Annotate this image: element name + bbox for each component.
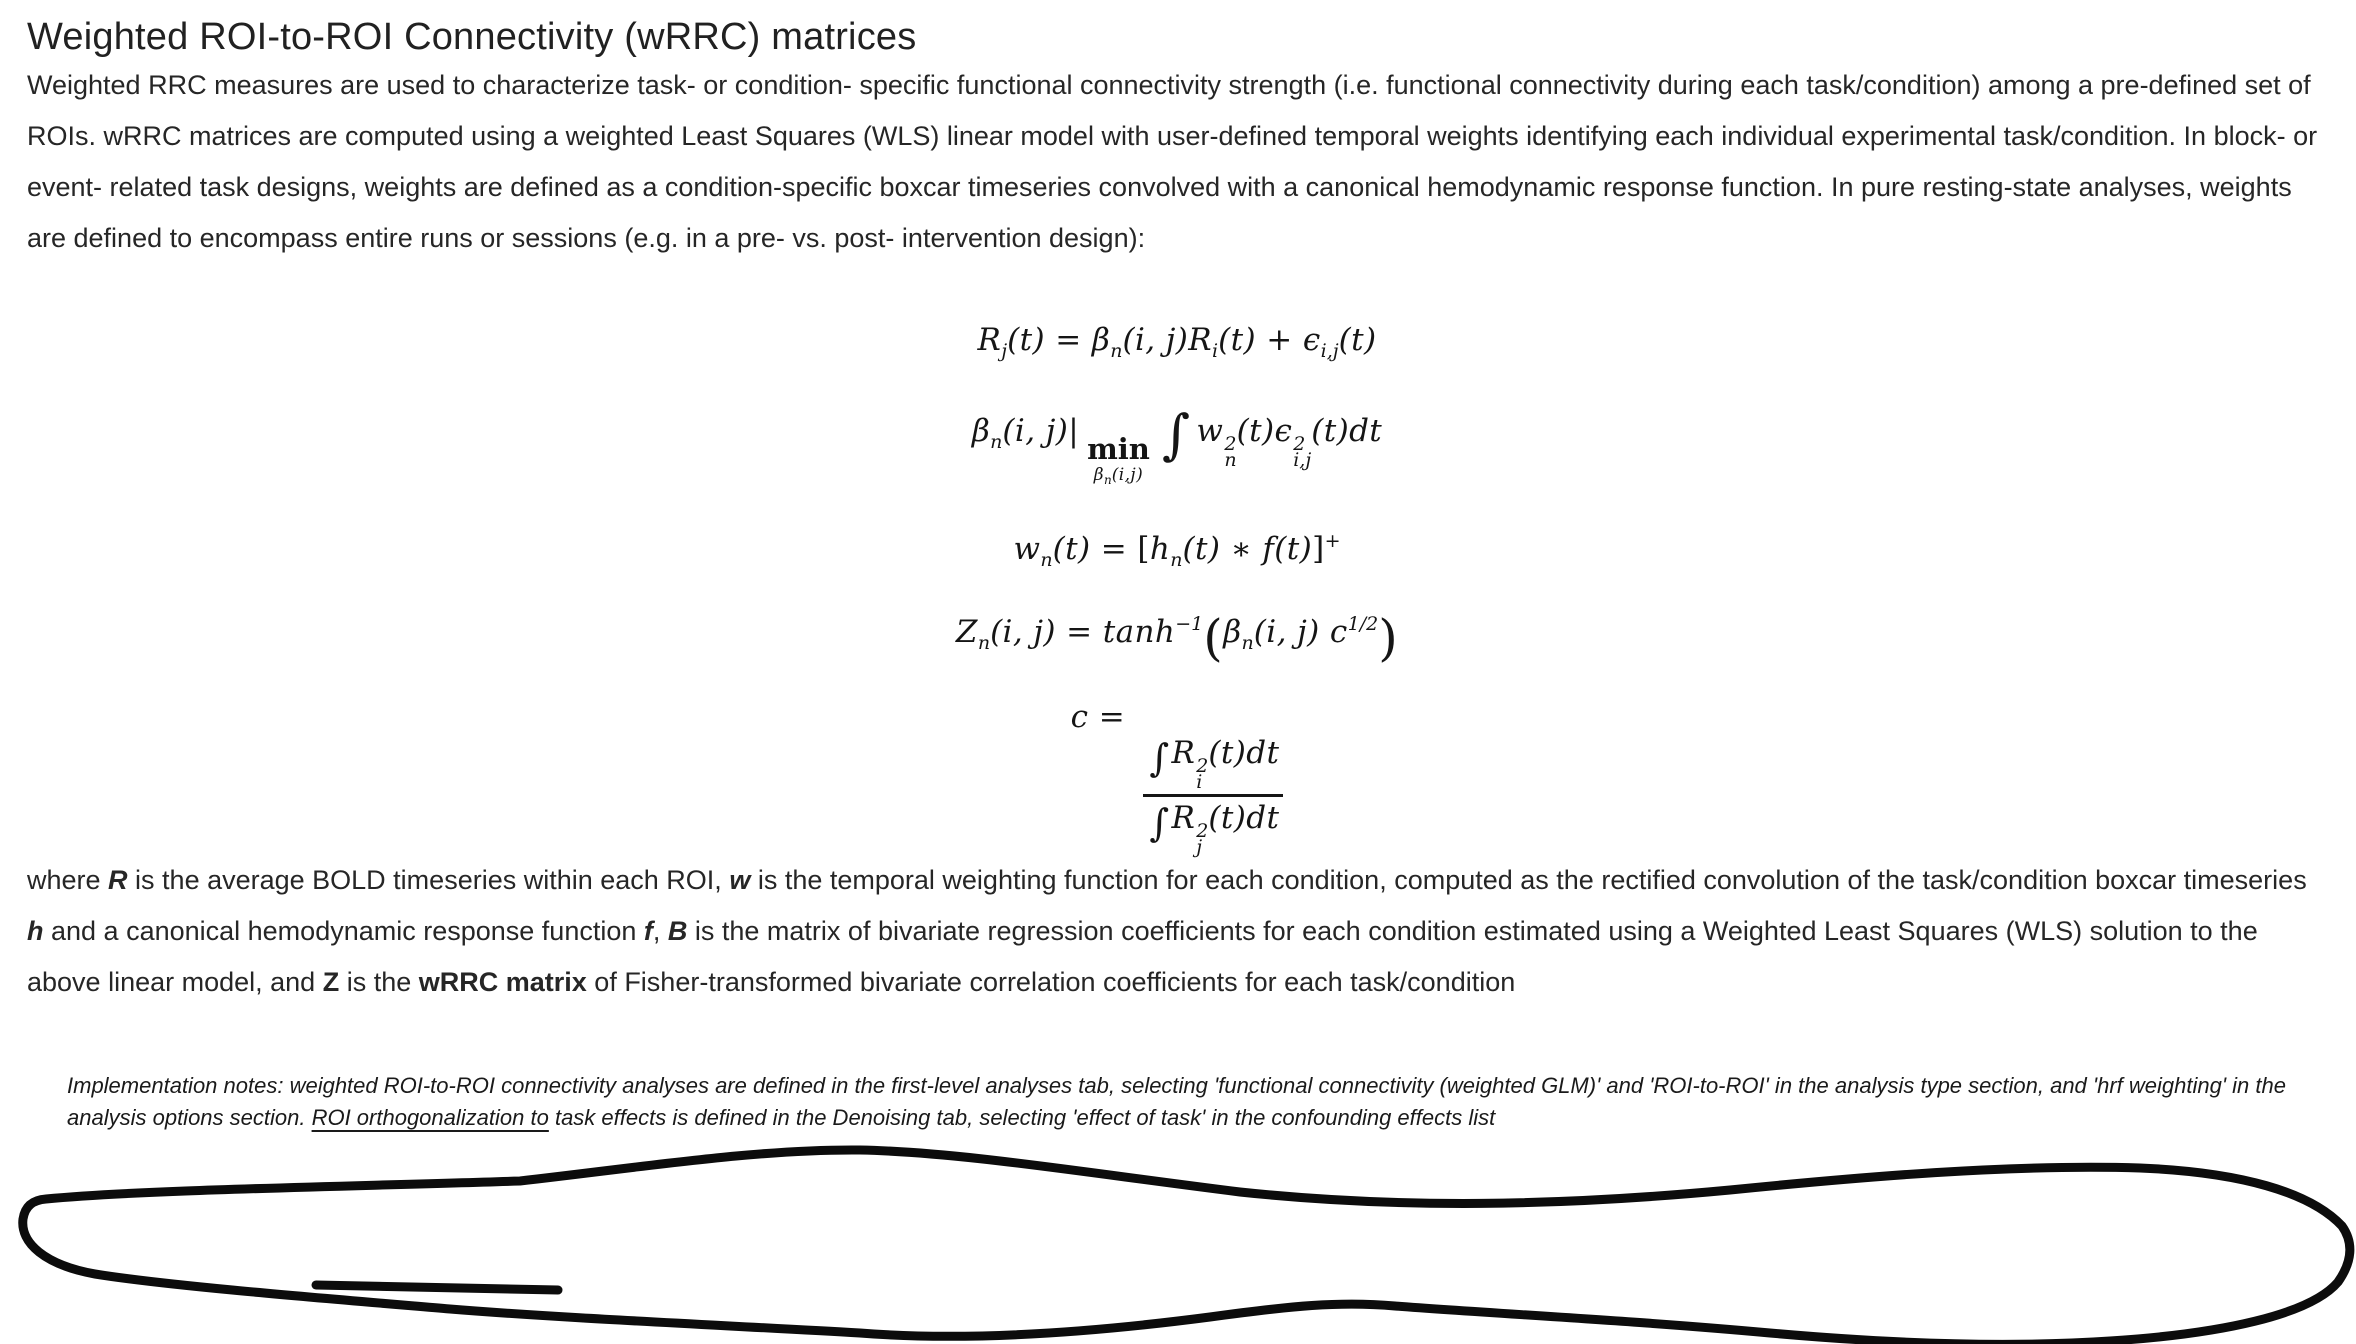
math-formula: c = ∫R 2 i (t)dt ∫R 2 j (t)dt: [1071, 699, 1284, 855]
text-segment: Implementation notes: weighted ROI-to-ROI connectivity analyses are defined in the first-level analyses tab, selecting 'functional connectivity (weighted GLM)' and 'ROI-to-ROI' in the analysis type section, and 'hrf weighting' in the analysis options section.: [67, 1073, 2286, 1130]
page-title: Weighted ROI-to-ROI Connectivity (wRRC) matrices: [27, 16, 917, 58]
text-segment: R: [108, 865, 128, 895]
text-segment: Z: [322, 967, 340, 997]
formula-scaling-constant: [27, 699, 2327, 858]
where-paragraph: [27, 855, 2322, 1008]
formula-linear-model: [27, 322, 2327, 362]
intro-paragraph: Weighted RRC measures are used to characterize task- or condition- specific functional connectivity strength (i.e. functional connectivity during each task/condition) among a pre-defined set of ROIs. wRRC matrices are computed using a weighted Least Squares (WLS) linear model with user-defined temporal weights identifying each individual experimental task/condition. In block- or event- related task designs, weights are defined as a condition-specific boxcar timeseries convolved with a canonical hemodynamic response function. In pure resting-state analyses, weights are defined to encompass entire runs or sessions (e.g. in a pre- vs. post- intervention design):: [27, 70, 2318, 253]
formula-temporal-weights: [27, 530, 2327, 571]
lasso-circle-annotation: [23, 1150, 2350, 1344]
formula-wls-minimization: [27, 403, 2327, 487]
text-segment: is the average BOLD timeseries within each ROI,: [127, 865, 730, 895]
text-segment: w: [729, 865, 751, 895]
text-segment: where: [27, 865, 109, 895]
text-segment: ,: [652, 916, 668, 946]
implementation-notes: [67, 1070, 2317, 1134]
math-formula: $w_n(t) = [h_n(t)$ ∗ f(t)]+: [1013, 530, 1341, 571]
math-formula: $\beta_n(i$, j)| min $\beta_n(i,j)$ ∫ w 2 n (t)ϵ 2 i,j (t)dt: [971, 403, 1383, 487]
text-segment: is the matrix of bivariate regression coefficients for each condition estimated using a Weighted Least Squares (WLS) solution to the above linear model, and: [27, 916, 2258, 997]
text-segment: B: [667, 916, 688, 946]
text-segment: task effects is defined in the Denoising tab, selecting 'effect of task' in the confounding effects list: [548, 1105, 1496, 1130]
formula-fisher-transform: [27, 609, 2327, 667]
roi-orthogonalization-link[interactable]: ROI orthogonalization to: [311, 1105, 549, 1130]
text-segment: is the temporal weighting function for each condition, computed as the rectified convolution of the task/condition boxcar timeseries: [750, 865, 2307, 895]
formula-block: [27, 322, 2327, 858]
text-segment: and a canonical hemodynamic response function: [43, 916, 644, 946]
text-segment: h: [27, 916, 44, 946]
text-segment: of Fisher-transformed bivariate correlation coefficients for each task/condition: [586, 967, 1516, 997]
text-segment: wRRC matrix: [418, 967, 587, 997]
math-formula: $R_j(t) = \beta_n(i$, $j)R_i(t) + \epsilon_{i,j}(t)$: [977, 322, 1377, 362]
marker-underline-annotation: [316, 1285, 558, 1290]
text-segment: f: [643, 916, 653, 946]
text-segment: is the: [339, 967, 419, 997]
math-formula: $Z_n(i$, $j) = \tanh^{-1}(\beta_n(i$, j) $c^{1/2}$): [955, 609, 1399, 667]
